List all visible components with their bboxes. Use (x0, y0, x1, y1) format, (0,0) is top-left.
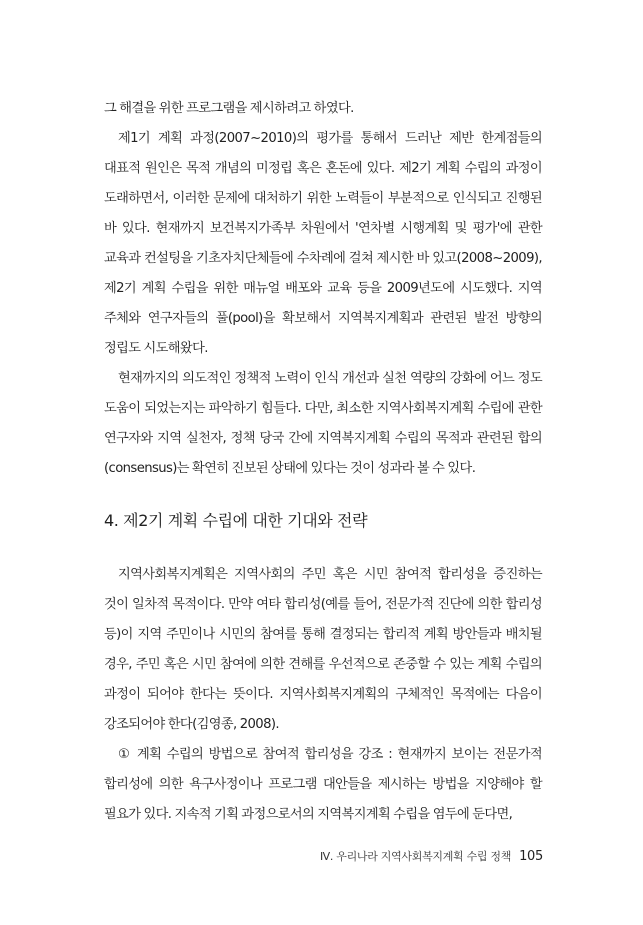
paragraph-point-one: ① 계획 수립의 방법으로 참여적 합리성을 강조 : 현재까지 보이는 전문가적 합리성에 의한 욕구사정이나 프로그램 대안들을 제시하는 방법을 지양해야 할 필요가 있다. 지속적 기획 과정으로서의 지역복지계획 수립을 염두에 둔다면, (104, 747, 542, 822)
paragraph-continuation: 그 해결을 위한 프로그램을 제시하려고 하였다. (104, 101, 354, 116)
section-heading: 4. 제2기 계획 수립에 대한 기대와 전략 (104, 511, 368, 530)
paragraph-first-plan-evaluation: 제1기 계획 과정(2007~2010)의 평가를 통해서 드러난 제반 한계점들의 대표적 원인은 목적 개념의 미정립 혹은 혼돈에 있다. 제2기 계획 수립의 과정이 도래하면서, 이러한 문제에 대처하기 위한 노력들이 부분적으로 인식되고 진행된 바 있다. 현재까지 보건복지가족부 차원에서 '연차별 시행계획 및 평가'에 관한 교육과 컨설팅을 기초자치단체들에 수차례에 걸쳐 제시한 바 있고(2008~2009), 제2기 계획 수립을 위한 매뉴얼 배포와 교육 등을 2009년도에 시도했다. 지역 주체와 연구자들의 풀(pool)을 확보해서 지역복지계획과 관련된 발전 방향의 정립도 시도해왔다. (104, 131, 542, 356)
page-number: 105 (519, 849, 543, 864)
paragraph-policy-efforts: 현재까지의 의도적인 정책적 노력이 인식 개선과 실천 역량의 강화에 어느 정도 도움이 되었는지는 파악하기 힘들다. 다만, 최소한 지역사회복지계획 수립에 관한 연구자와 지역 실천자, 정책 당국 간에 지역복지계획 수립의 목적과 관련된 합의(consensus)는 확연히 진보된 상태에 있다는 것이 성과라 볼 수 있다. (104, 371, 542, 476)
paragraph-participatory-rationality: 지역사회복지계획은 지역사회의 주민 혹은 시민 참여적 합리성을 증진하는 것이 일차적 목적이다. 만약 여타 합리성(예를 들어, 전문가적 진단에 의한 합리성 등)이 지역 주민이나 시민의 참여를 통해 결정되는 합리적 계획 방안들과 배치될 경우, 주민 혹은 시민 참여에 의한 견해를 우선적으로 존중할 수 있는 계획 수립의 과정이 되어야 한다는 뜻이다. 지역사회복지계획의 구체적인 목적에는 다음이 강조되어야 한다(김영종, 2008). (104, 567, 542, 732)
page-footer (320, 848, 543, 864)
running-footer-chapter: Ⅳ. 우리나라 지역사회복지계획 수립 정책 (320, 850, 512, 863)
body-text-upper (104, 94, 542, 484)
body-text-lower (104, 560, 542, 830)
